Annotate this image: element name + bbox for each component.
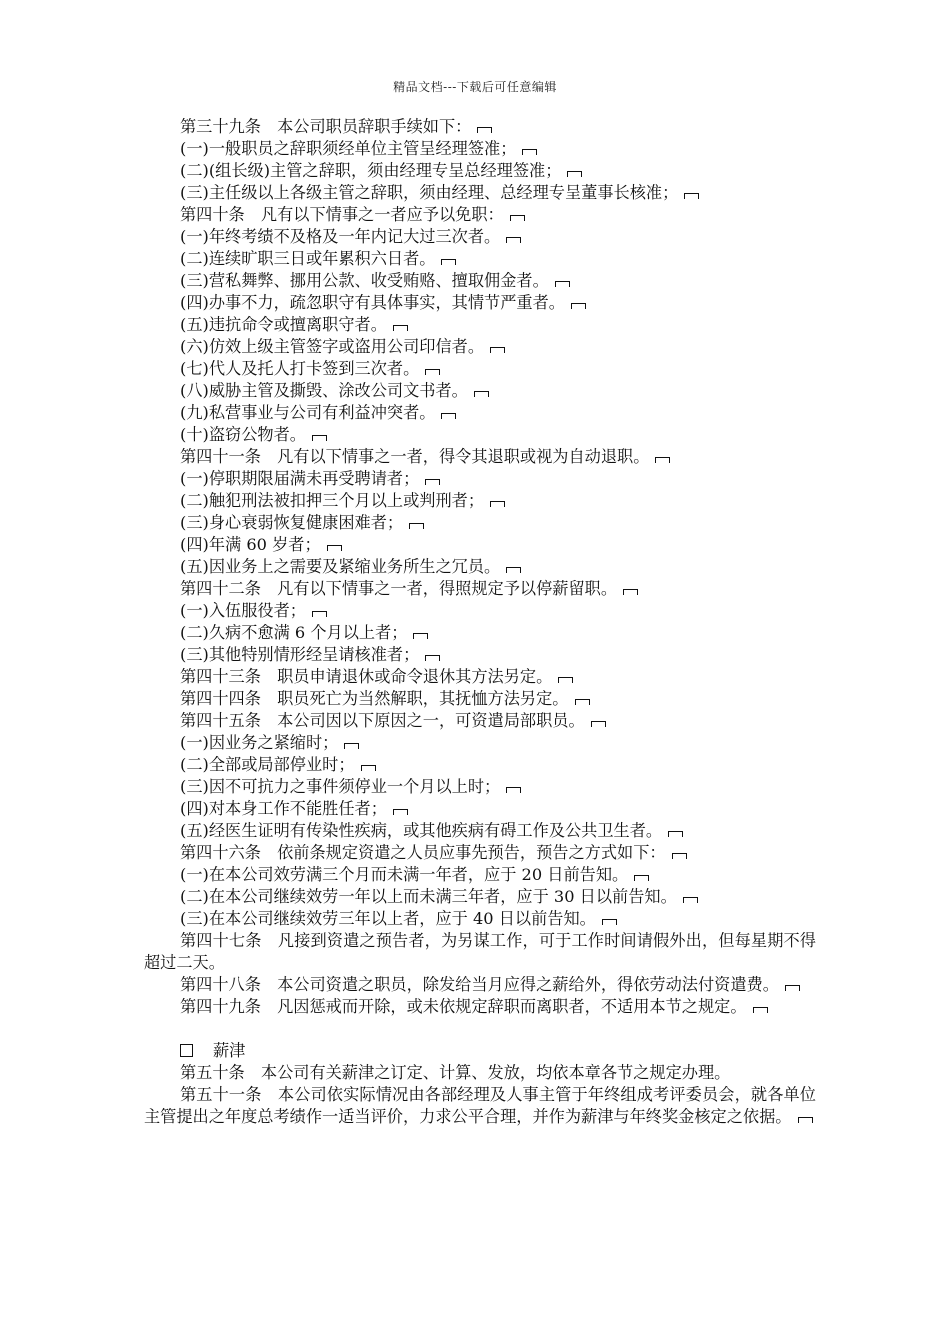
- text-line: [144, 666, 816, 688]
- text-line: [144, 270, 816, 292]
- text-line: [144, 710, 816, 732]
- line-text: (一)停职期限届满未再受聘请者；: [180, 469, 420, 488]
- paragraph-mark-icon: [506, 787, 521, 793]
- line-text: 第四十三条 职员申请退休或命令退休其方法另定。: [180, 667, 553, 686]
- text-line: [144, 490, 816, 512]
- paragraph-mark-icon: [591, 721, 606, 727]
- section-heading: [144, 1040, 816, 1062]
- text-line: [144, 336, 816, 358]
- paragraph-mark-icon: [655, 457, 670, 463]
- paragraph-mark-icon: [684, 193, 699, 199]
- paragraph-mark-icon: [506, 567, 521, 573]
- line-text: (二)连续旷职三日或年累积六日者。: [180, 249, 436, 268]
- text-line: [144, 248, 816, 270]
- paragraph-mark-icon: [567, 171, 582, 177]
- text-line: [144, 754, 816, 776]
- text-line: [144, 402, 816, 424]
- text-line: [144, 776, 816, 798]
- paragraph-mark-icon: [409, 523, 424, 529]
- line-text: 第四十条 凡有以下情事之一者应予以免职：: [180, 205, 504, 224]
- paragraph-mark-icon: [361, 765, 376, 771]
- line-text: (一)年终考绩不及格及一年内记大过三次者。: [180, 227, 501, 246]
- text-line: [144, 314, 816, 336]
- paragraph-mark-icon: [555, 281, 570, 287]
- paragraph-mark-icon: [672, 853, 687, 859]
- page-header: 精品文档---下载后可任意编辑: [393, 80, 557, 94]
- paragraph-text: 第四十九条 凡因惩戒而开除，或未依规定辞职而离职者，不适用本节之规定。: [180, 997, 747, 1016]
- text-line: [144, 798, 816, 820]
- paragraph: [144, 1062, 816, 1084]
- paragraph-text: 第四十八条 本公司资遣之职员，除发给当月应得之薪给外，得依劳动法付资遣费。: [180, 975, 779, 994]
- line-text: 第三十九条 本公司职员辞职手续如下：: [180, 117, 472, 136]
- paragraph-mark-icon: [441, 259, 456, 265]
- checkbox-square-icon: [180, 1044, 193, 1057]
- text-line: [144, 600, 816, 622]
- text-line: [144, 512, 816, 534]
- line-text: (一)在本公司效劳满三个月而未满一年者，应于 20 日前告知。: [180, 865, 629, 884]
- text-line: [144, 534, 816, 556]
- line-text: (七)代人及托人打卡签到三次者。: [180, 359, 420, 378]
- paragraph-mark-icon: [393, 809, 408, 815]
- text-line: [144, 226, 816, 248]
- line-text: (一)入伍服役者；: [180, 601, 306, 620]
- paragraph-mark-icon: [474, 391, 489, 397]
- paragraph-mark-icon: [477, 127, 492, 133]
- text-line: [144, 842, 816, 864]
- paragraph: [144, 1084, 816, 1128]
- line-text: (十)盗窃公物者。: [180, 425, 306, 444]
- paragraph-mark-icon: [506, 237, 521, 243]
- text-line: [144, 204, 816, 226]
- line-text: (三)身心衰弱恢复健康困难者；: [180, 513, 404, 532]
- paragraph-mark-icon: [753, 1007, 768, 1013]
- document-body: [144, 116, 816, 1128]
- line-text: (五)经医生证明有传染性疾病，或其他疾病有碍工作及公共卫生者。: [180, 821, 663, 840]
- line-text: (四)办事不力，疏忽职守有具体事实，其情节严重者。: [180, 293, 565, 312]
- line-text: 第四十二条 凡有以下情事之一者，得照规定予以停薪留职。: [180, 579, 618, 598]
- paragraph: [144, 974, 816, 996]
- paragraph: [144, 996, 816, 1018]
- text-line: [144, 138, 816, 160]
- line-text: (五)因业务上之需要及紧缩业务所生之冗员。: [180, 557, 501, 576]
- text-line: [144, 908, 816, 930]
- paragraph-mark-icon: [575, 699, 590, 705]
- text-line: [144, 468, 816, 490]
- text-line: [144, 886, 816, 908]
- paragraph-mark-icon: [425, 479, 440, 485]
- text-line: [144, 688, 816, 710]
- paragraph-mark-icon: [344, 743, 359, 749]
- line-text: 第四十一条 凡有以下情事之一者，得令其退职或视为自动退职。: [180, 447, 650, 466]
- line-text: (二)触犯刑法被扣押三个月以上或判刑者；: [180, 491, 485, 510]
- line-text: (四)对本身工作不能胜任者；: [180, 799, 387, 818]
- text-line: [144, 622, 816, 644]
- text-line: [144, 182, 816, 204]
- text-line: [144, 424, 816, 446]
- line-text: (八)威胁主管及撕毁、涂改公司文书者。: [180, 381, 468, 400]
- line-text: 第四十六条 依前条规定资遣之人员应事先预告，预告之方式如下：: [180, 843, 666, 862]
- text-line: [144, 380, 816, 402]
- paragraph-text: 第四十七条 凡接到资遣之预告者，为另谋工作，可于工作时间请假外出，但每星期不得超过二天。: [144, 931, 816, 972]
- line-text: 第四十四条 职员死亡为当然解职，其抚恤方法另定。: [180, 689, 569, 708]
- paragraph-mark-icon: [393, 325, 408, 331]
- text-line: [144, 292, 816, 314]
- line-text: (四)年满 60 岁者；: [180, 535, 321, 554]
- text-line: [144, 644, 816, 666]
- paragraph-mark-icon: [571, 303, 586, 309]
- paragraph-mark-icon: [490, 501, 505, 507]
- text-line: [144, 358, 816, 380]
- line-text: (二)在本公司继续效劳一年以上而未满三年者，应于 30 日以前告知。: [180, 887, 677, 906]
- paragraph-mark-icon: [413, 633, 428, 639]
- text-line: [144, 732, 816, 754]
- paragraph-mark-icon: [510, 215, 525, 221]
- paragraph-mark-icon: [425, 369, 440, 375]
- paragraph-mark-icon: [798, 1117, 813, 1123]
- text-line: [144, 556, 816, 578]
- paragraph-mark-icon: [327, 545, 342, 551]
- paragraph-mark-icon: [683, 897, 698, 903]
- paragraph: [144, 930, 816, 974]
- text-line: [144, 116, 816, 138]
- line-text: (六)仿效上级主管签字或盗用公司印信者。: [180, 337, 485, 356]
- line-text: (五)违抗命令或擅离职守者。: [180, 315, 387, 334]
- line-text: (三)在本公司继续效劳三年以上者，应于 40 日以前告知。: [180, 909, 596, 928]
- line-text: (二)久病不愈满 6 个月以上者；: [180, 623, 408, 642]
- line-text: (三)营私舞弊、挪用公款、收受贿赂、擅取佣金者。: [180, 271, 549, 290]
- line-text: (一)一般职员之辞职须经单位主管呈经理签准；: [180, 139, 517, 158]
- spacer: [144, 1018, 816, 1040]
- text-line: [144, 160, 816, 182]
- paragraph-mark-icon: [668, 831, 683, 837]
- paragraph-mark-icon: [312, 611, 327, 617]
- paragraph-mark-icon: [425, 655, 440, 661]
- paragraph-text: 第五十条 本公司有关薪津之订定、计算、发放，均依本章各节之规定办理。: [180, 1063, 731, 1082]
- line-text: (三)因不可抗力之事件须停业一个月以上时；: [180, 777, 501, 796]
- text-line: [144, 578, 816, 600]
- paragraph-mark-icon: [441, 413, 456, 419]
- line-text: (二)(组长级)主管之辞职，须由经理专呈总经理签准；: [180, 161, 562, 180]
- line-text: (三)主任级以上各级主管之辞职，须由经理、总经理专呈董事长核准；: [180, 183, 679, 202]
- paragraph-mark-icon: [490, 347, 505, 353]
- paragraph-mark-icon: [623, 589, 638, 595]
- paragraph-mark-icon: [634, 875, 649, 881]
- line-text: (一)因业务之紧缩时；: [180, 733, 339, 752]
- text-line: [144, 864, 816, 886]
- line-text: (三)其他特别情形经呈请核准者；: [180, 645, 420, 664]
- text-line: [144, 820, 816, 842]
- line-text: 第四十五条 本公司因以下原因之一，可资遣局部职员。: [180, 711, 585, 730]
- section-title: 薪津: [213, 1041, 246, 1060]
- paragraph-mark-icon: [558, 677, 573, 683]
- paragraph-mark-icon: [602, 919, 617, 925]
- paragraph-mark-icon: [312, 435, 327, 441]
- line-text: (二)全部或局部停业时；: [180, 755, 355, 774]
- paragraph-mark-icon: [785, 985, 800, 991]
- text-line: [144, 446, 816, 468]
- paragraph-text: 第五十一条 本公司依实际情况由各部经理及人事主管于年终组成考评委员会，就各单位主管提出之年度总考绩作一适当评价，力求公平合理，并作为薪津与年终奖金核定之依据。: [144, 1085, 816, 1126]
- line-text: (九)私营事业与公司有利益冲突者。: [180, 403, 436, 422]
- paragraph-mark-icon: [522, 149, 537, 155]
